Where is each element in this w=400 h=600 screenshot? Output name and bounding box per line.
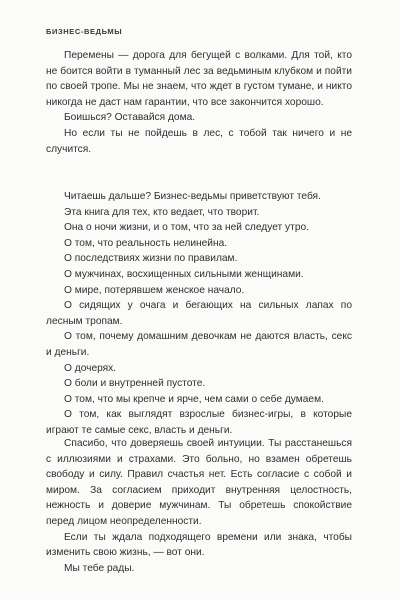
- paragraph: Если ты ждала подходящего времени или знака, чтобы изменить свою жизнь, — вот они.: [46, 531, 352, 559]
- paragraph: Мы тебе рады.: [64, 562, 135, 574]
- paragraph: Боишься? Оставайся дома.: [64, 112, 196, 124]
- paragraph: О мире, потерявшем женское начало.: [64, 284, 245, 296]
- paragraph: Она о ночи жизни, и о том, что за ней следует утро.: [64, 222, 309, 234]
- paragraph: О последствиях жизни по правилам.: [64, 253, 238, 265]
- paragraph: О мужчинах, восхищенных сильными женщинами.: [64, 268, 304, 280]
- running-head: БИЗНЕС-ВЕДЬМЫ: [46, 27, 123, 36]
- closing-section: [46, 436, 352, 576]
- intro-section: [46, 48, 352, 157]
- paragraph: О том, почему домашним девочкам не даются власть, секс и деньги.: [46, 331, 352, 358]
- paragraph: Эта книга для тех, кто ведает, что творит.: [64, 206, 260, 218]
- paragraph: О том, как выглядят взрослые бизнес-игры, в которые играют те самые секс, власть и деньги.: [46, 409, 352, 436]
- paragraph: Перемены — дорога для бегущей с волками. Для той, кто не боится войти в туманный лес за ведьминым клубком и пойти по своей тропе. Мы не знаем, что ждет в густом тумане, и никто никогда не даст нам гарантии, что все закончится хорошо.: [46, 50, 352, 108]
- topics-section: [46, 189, 352, 439]
- paragraph: О дочерях.: [64, 362, 117, 374]
- paragraph: Но если ты не пойдешь в лес, с тобой так ничего и не случится.: [46, 127, 352, 155]
- paragraph: О боли и внутренней пустоте.: [64, 378, 206, 390]
- paragraph: О сидящих у очага и бегающих на сильных лапах по лесным тропам.: [46, 300, 352, 327]
- paragraph: Читаешь дальше? Бизнес-ведьмы приветствуют тебя.: [64, 191, 321, 202]
- paragraph: Спасибо, что доверяешь своей интуиции. Ты расстанешься с иллюзиями и страхами. Это больно, но взамен обретешь свободу и силу. Правил счастья нет. Есть согласие с собой и миром. За согласием приходит внутренняя целостность, нежность и доверие мужчинам. Ты обретешь спокойствие перед лицом неопределенности.: [46, 438, 352, 527]
- paragraph: О том, что мы крепче и ярче, чем сами о себе думаем.: [64, 393, 324, 405]
- paragraph: О том, что реальность нелинейна.: [64, 237, 228, 249]
